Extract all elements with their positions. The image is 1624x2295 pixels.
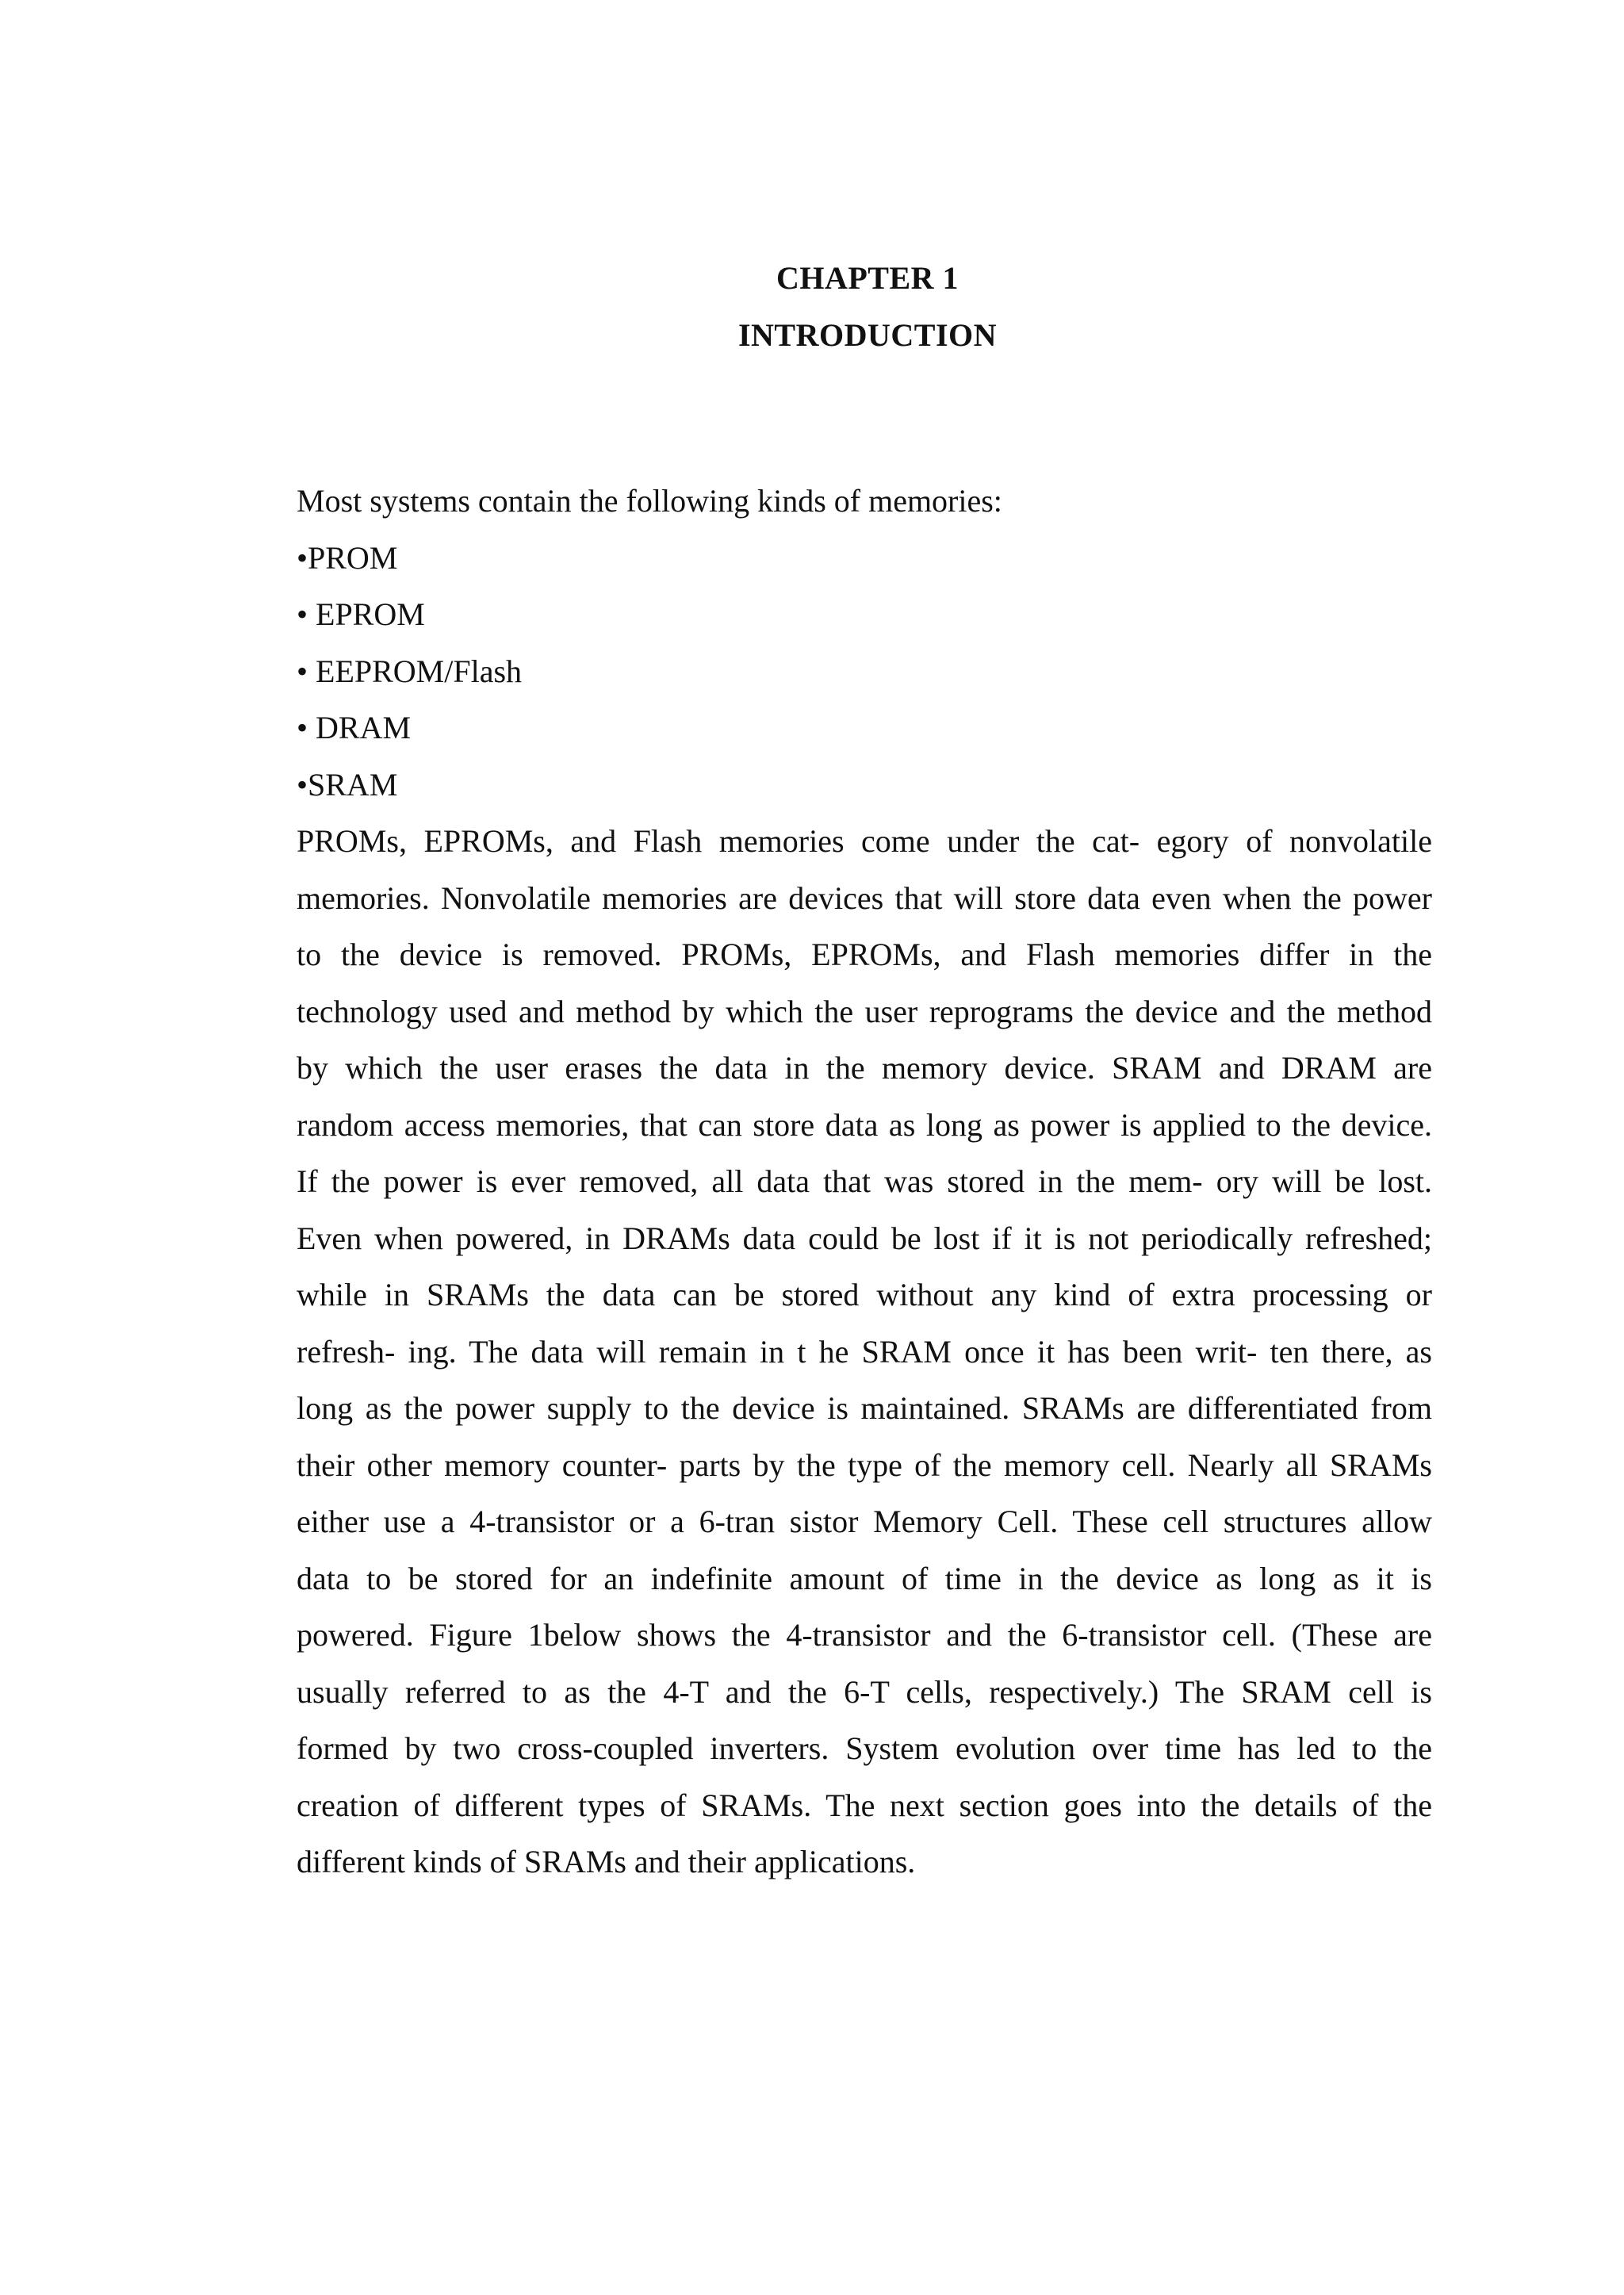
- paragraph-line: usually referred to as the 4-T and the 6-T cells, respectively.) The SRAM cell is: [297, 1673, 1432, 1710]
- paragraph-line: to the device is removed. PROMs, EPROMs, and Flash memories differ in the: [297, 937, 1432, 972]
- list-item: •SRAM: [297, 766, 398, 803]
- paragraph-line: refresh- ing. The data will remain in t he SRAM once it has been writ- ten there, as: [297, 1333, 1432, 1370]
- paragraph-line: formed by two cross-coupled inverters. System evolution over time has led to the: [297, 1730, 1432, 1766]
- paragraph-line: creation of different types of SRAMs. The next section goes into the details of the: [297, 1787, 1432, 1823]
- chapter-title: INTRODUCTION: [737, 317, 998, 353]
- paragraph-line: Even when powered, in DRAMs data could be lost if it is not periodically refreshed;: [297, 1220, 1432, 1256]
- list-item: •PROM: [297, 539, 398, 576]
- paragraph-line: If the power is ever removed, all data that was stored in the mem- ory will be lost.: [297, 1163, 1432, 1199]
- paragraph-line: PROMs, EPROMs, and Flash memories come under the cat- egory of nonvolatile: [297, 823, 1432, 859]
- paragraph-line: memories. Nonvolatile memories are devices that will store data even when the power: [297, 879, 1432, 916]
- chapter-heading: [0, 250, 1624, 364]
- paragraph-line: by which the user erases the data in the memory device. SRAM and DRAM are: [297, 1050, 1432, 1086]
- paragraph-line: while in SRAMs the data can be stored without any kind of extra processing or: [297, 1277, 1432, 1312]
- paragraph-line: data to be stored for an indefinite amount of time in the device as long as it is: [297, 1560, 1432, 1596]
- paragraph-line: random access memories, that can store data as long as power is applied to the device.: [297, 1106, 1432, 1143]
- paragraph-line: technology used and method by which the user reprograms the device and the method: [297, 993, 1432, 1029]
- list-item: • DRAM: [297, 710, 412, 745]
- intro-sentence: Most systems contain the following kinds of memories:: [297, 483, 1002, 519]
- paragraph-line: long as the power supply to the device is maintained. SRAMs are differentiated from: [297, 1390, 1432, 1426]
- paragraph-line: powered. Figure 1below shows the 4-transistor and the 6-transistor cell. (These are: [297, 1617, 1432, 1653]
- body-text: [297, 473, 1432, 1891]
- paragraph-line: either use a 4-transistor or a 6-tran sistor Memory Cell. These cell structures allow: [297, 1504, 1432, 1539]
- chapter-number: CHAPTER 1: [776, 260, 959, 296]
- paragraph-line: their other memory counter- parts by the type of the memory cell. Nearly all SRAMs: [297, 1446, 1432, 1483]
- paragraph-line: different kinds of SRAMs and their applications.: [297, 1844, 916, 1879]
- list-item: • EPROM: [297, 596, 425, 632]
- body-paragraph: [297, 813, 1432, 1891]
- memory-list: [297, 530, 1432, 814]
- list-item: • EEPROM/Flash: [297, 653, 523, 689]
